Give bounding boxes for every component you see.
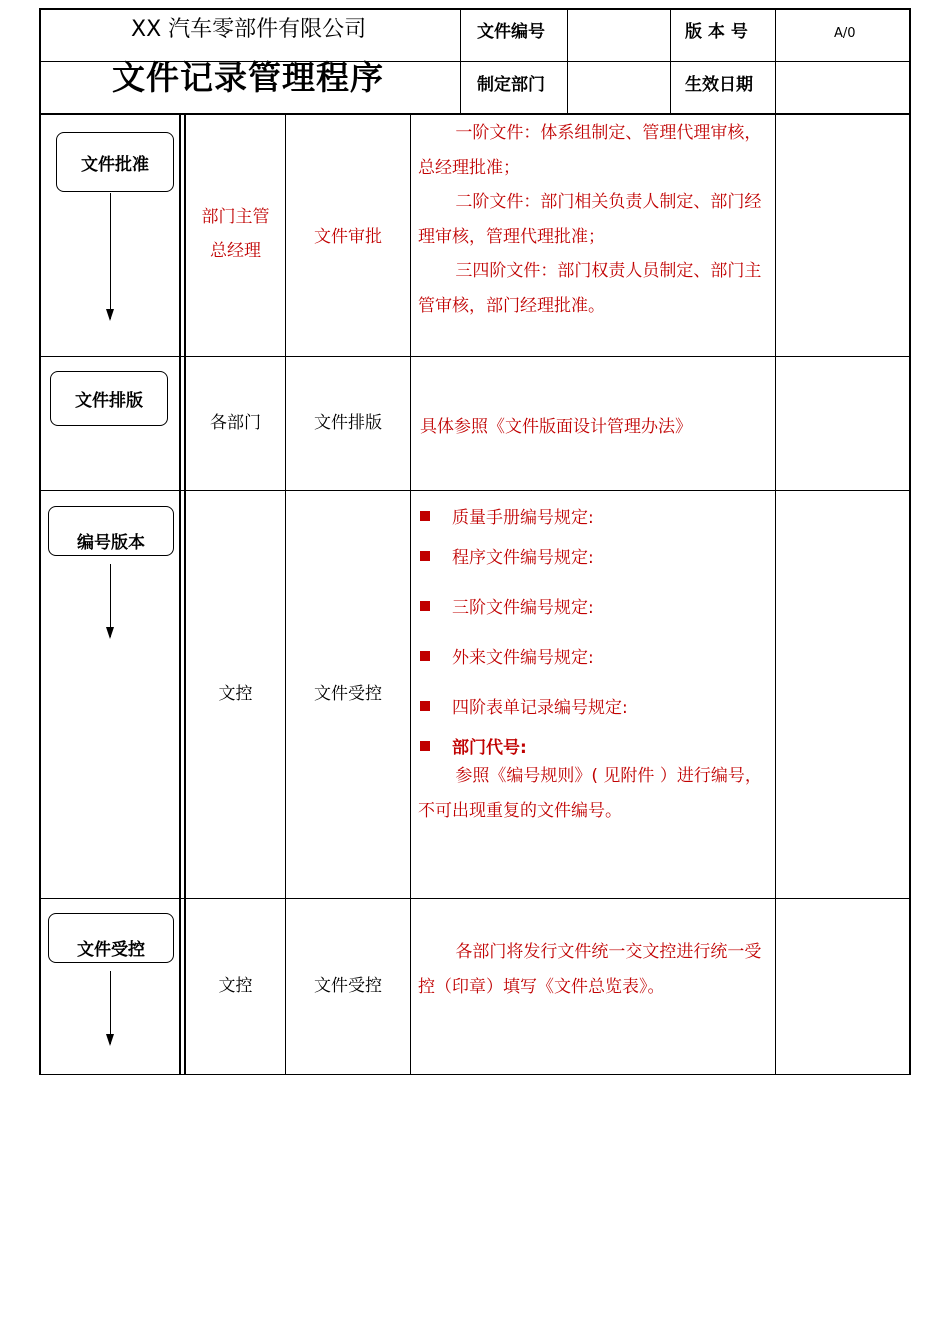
responsible-cell: 文控 [218, 684, 253, 704]
description-cell [418, 935, 766, 1004]
flow-step-label: 文件排版 [75, 391, 143, 411]
activity-cell: 文件审批 [314, 227, 382, 247]
list-item [420, 593, 594, 618]
description-paragraph: 参照《编号规则》( 见附件 ）进行编号，不可出现重复的文件编号。 [418, 766, 762, 821]
numbering-note [418, 759, 770, 828]
responsible-cell: 文控 [218, 976, 253, 996]
list-item-label: 四阶表单记录编号规定: [452, 698, 628, 718]
square-bullet-icon [420, 511, 430, 521]
flow-step-label: 编号版本 [77, 533, 145, 553]
down-arrow-icon [110, 193, 111, 319]
list-item [420, 643, 594, 668]
description-paragraph: 三四阶文件：部门权责人员制定、部门主管审核，部门经理批准。 [418, 261, 762, 316]
square-bullet-icon [420, 651, 430, 661]
down-arrow-icon [110, 971, 111, 1044]
flow-step-label: 文件受控 [77, 940, 145, 960]
square-bullet-icon [420, 601, 430, 611]
list-item-label: 程序文件编号规定: [452, 548, 594, 568]
flow-step-layout [50, 371, 168, 426]
flow-step-label: 文件批准 [81, 154, 149, 175]
dept-label: 制定部门 [477, 75, 545, 95]
down-arrow-icon [110, 564, 111, 637]
responsible-line: 总经理 [210, 241, 261, 261]
list-item [420, 693, 628, 718]
description-paragraph: 一阶文件：体系组制定、管理代理审核，总经理批准； [418, 123, 762, 178]
responsible-cell [186, 200, 285, 268]
list-item-label: 三阶文件编号规定: [452, 598, 594, 618]
responsible-cell: 各部门 [210, 413, 261, 433]
list-item [420, 503, 594, 528]
description-paragraph: 二阶文件：部门相关负责人制定、部门经理审核，管理代理批准； [418, 192, 762, 247]
activity-cell: 文件受控 [314, 684, 382, 704]
flow-step-numbering [48, 506, 174, 556]
flow-step-control [48, 913, 174, 963]
doc-number-label: 文件编号 [477, 22, 545, 42]
square-bullet-icon [420, 701, 430, 711]
company-name: XX 汽车零部件有限公司 [131, 17, 367, 42]
description-cell: 具体参照《文件版面设计管理办法》 [420, 417, 692, 437]
list-item [420, 543, 594, 568]
list-item [420, 733, 527, 758]
description-cell [418, 116, 762, 323]
description-paragraph: 各部门将发行文件统一交文控进行统一受控（印章）填写《文件总览表》。 [418, 942, 762, 997]
square-bullet-icon [420, 551, 430, 561]
responsible-line: 部门主管 [201, 207, 270, 227]
version-label: 版 本 号 [685, 22, 748, 42]
list-item-label: 部门代号: [452, 738, 527, 758]
list-item-label: 质量手册编号规定: [452, 508, 594, 528]
activity-cell: 文件受控 [314, 976, 382, 996]
activity-cell: 文件排版 [314, 413, 382, 433]
square-bullet-icon [420, 741, 430, 751]
version-value: A/0 [834, 26, 856, 41]
list-item-label: 外来文件编号规定: [452, 648, 594, 668]
document-title: 文件记录管理程序 [112, 58, 384, 97]
effective-date-label: 生效日期 [685, 75, 753, 95]
flow-step-approval [56, 132, 174, 192]
